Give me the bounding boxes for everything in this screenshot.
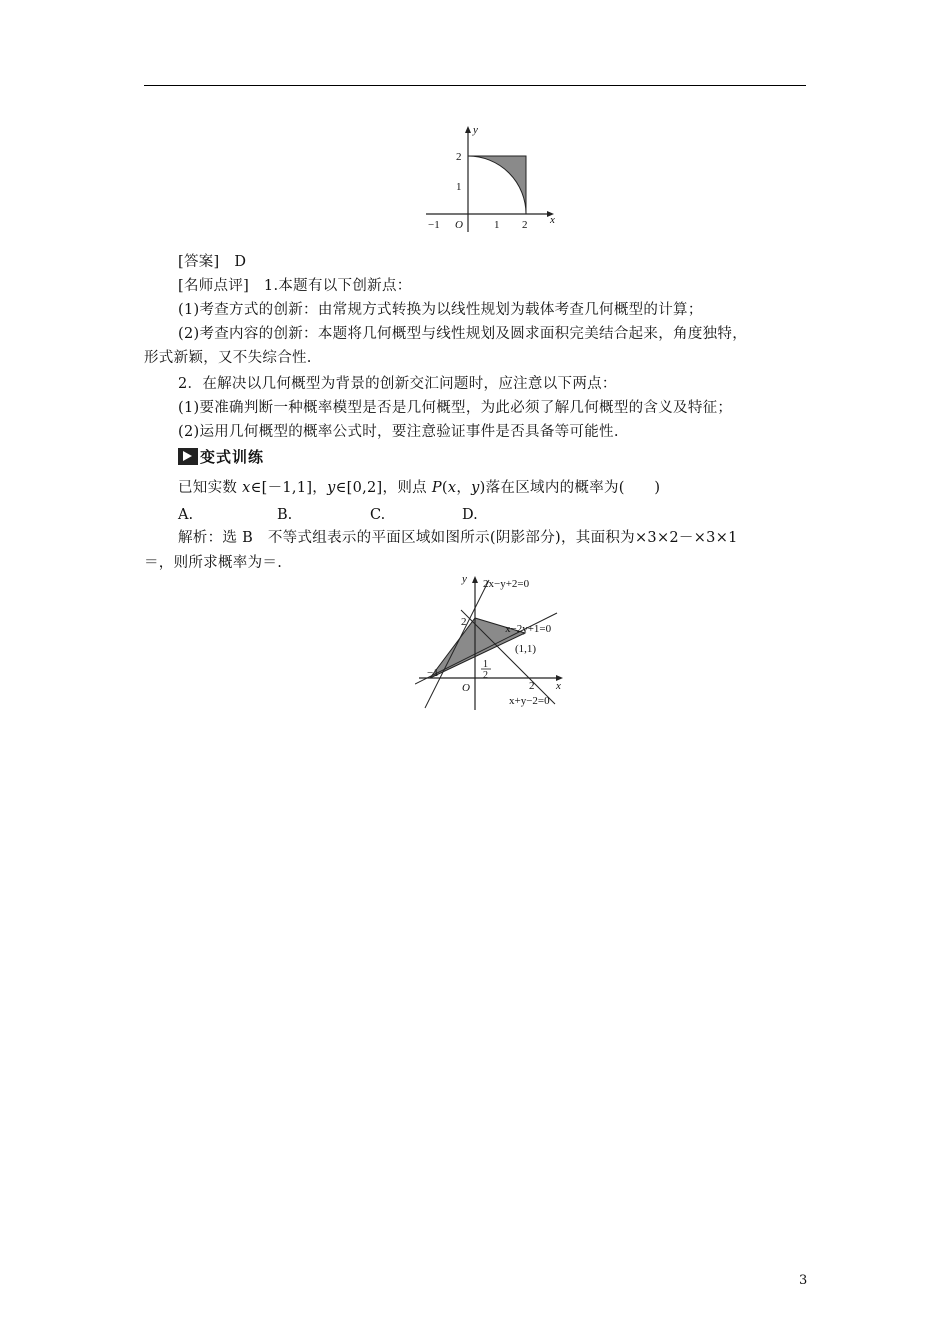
- y-axis-label: y: [462, 573, 467, 585]
- tick-x-minus1: −1: [427, 667, 439, 679]
- eq-x+y-2: x+y−2=0: [509, 695, 550, 707]
- figure-feasible-region: [415, 570, 575, 712]
- solution-line-2: ＝，则所求概率为＝.: [144, 555, 283, 571]
- question-text-6: )落在区域内的概率为( ): [479, 480, 661, 496]
- eq-2x-y+2: 2x−y+2=0: [483, 578, 530, 590]
- review-p2a: (2)考查内容的创新：本题将几何概型与线性规划及圆求面积完美结合起来，角度独特，: [178, 326, 748, 342]
- review-p3: 2．在解决以几何概型为背景的创新交汇问题时，应注意以下两点：: [178, 376, 617, 392]
- var-P: P: [431, 480, 442, 496]
- section-heading: [178, 446, 264, 466]
- point-label: (1,1): [515, 643, 537, 655]
- option-a: A.: [178, 507, 194, 523]
- option-b: B.: [277, 507, 293, 523]
- x-axis-label: x: [556, 680, 561, 692]
- tick-x-2: 2: [522, 219, 528, 231]
- var-x2: x: [447, 480, 457, 496]
- question-line: [178, 478, 660, 498]
- tick-y-1: 1: [456, 181, 462, 193]
- question-text-1: 已知实数: [178, 480, 243, 496]
- section-heading-label: 变式训练: [200, 447, 265, 466]
- review-p1: (1)考查方式的创新：由常规方式转换为以线性规划为载体考查几何概型的计算；: [178, 302, 703, 318]
- answer-line: [答案] D: [178, 254, 247, 270]
- tick-x-2: 2: [529, 680, 535, 692]
- question-text-5: ，: [456, 480, 472, 496]
- var-y: y: [327, 480, 336, 496]
- y-axis-arrow: [465, 126, 471, 133]
- figure-quarter-circle: [420, 118, 570, 236]
- option-d: D.: [462, 507, 478, 523]
- shaded-region: [468, 156, 526, 214]
- page-number: 3: [799, 1273, 808, 1288]
- half-numerator: 1: [483, 659, 488, 670]
- solution-line-1: 解析：选 B 不等式组表示的平面区域如图所示(阴影部分)，其面积为×3×2－×3×1: [178, 530, 738, 546]
- play-triangle-icon: [178, 448, 198, 465]
- review-p5: (2)运用几何概型的概率公式时，要注意验证事件是否具备等可能性.: [178, 424, 619, 440]
- tick-x-1: 1: [494, 219, 500, 231]
- header-rule: [144, 85, 806, 86]
- half-denominator: 2: [483, 670, 488, 681]
- eq-x-2y+1: x−2y+1=0: [505, 623, 552, 635]
- review-p4: (1)要准确判断一种概率模型是否是几何概型，为此必须了解几何概型的含义及特征；: [178, 400, 733, 416]
- question-text-2: ∈[－1,1]，: [250, 480, 328, 496]
- origin-label: O: [455, 219, 463, 231]
- review-head: [名师点评] 1.本题有以下创新点：: [178, 278, 412, 294]
- option-c: C.: [370, 507, 386, 523]
- x-axis-label: x: [550, 214, 555, 226]
- y-axis-label: y: [473, 124, 478, 136]
- var-x: x: [242, 480, 251, 496]
- tick-y-2: 2: [456, 151, 462, 163]
- tick-x-minus1: −1: [428, 219, 440, 231]
- y-axis-arrow: [472, 576, 478, 583]
- question-text-4: (: [441, 480, 448, 496]
- var-y2: y: [471, 480, 480, 496]
- origin-label: O: [462, 682, 470, 694]
- review-p2b: 形式新颖，又不失综合性.: [144, 350, 312, 366]
- question-text-3: ∈[0,2]，则点: [335, 480, 432, 496]
- tick-y-2: 2: [461, 616, 467, 628]
